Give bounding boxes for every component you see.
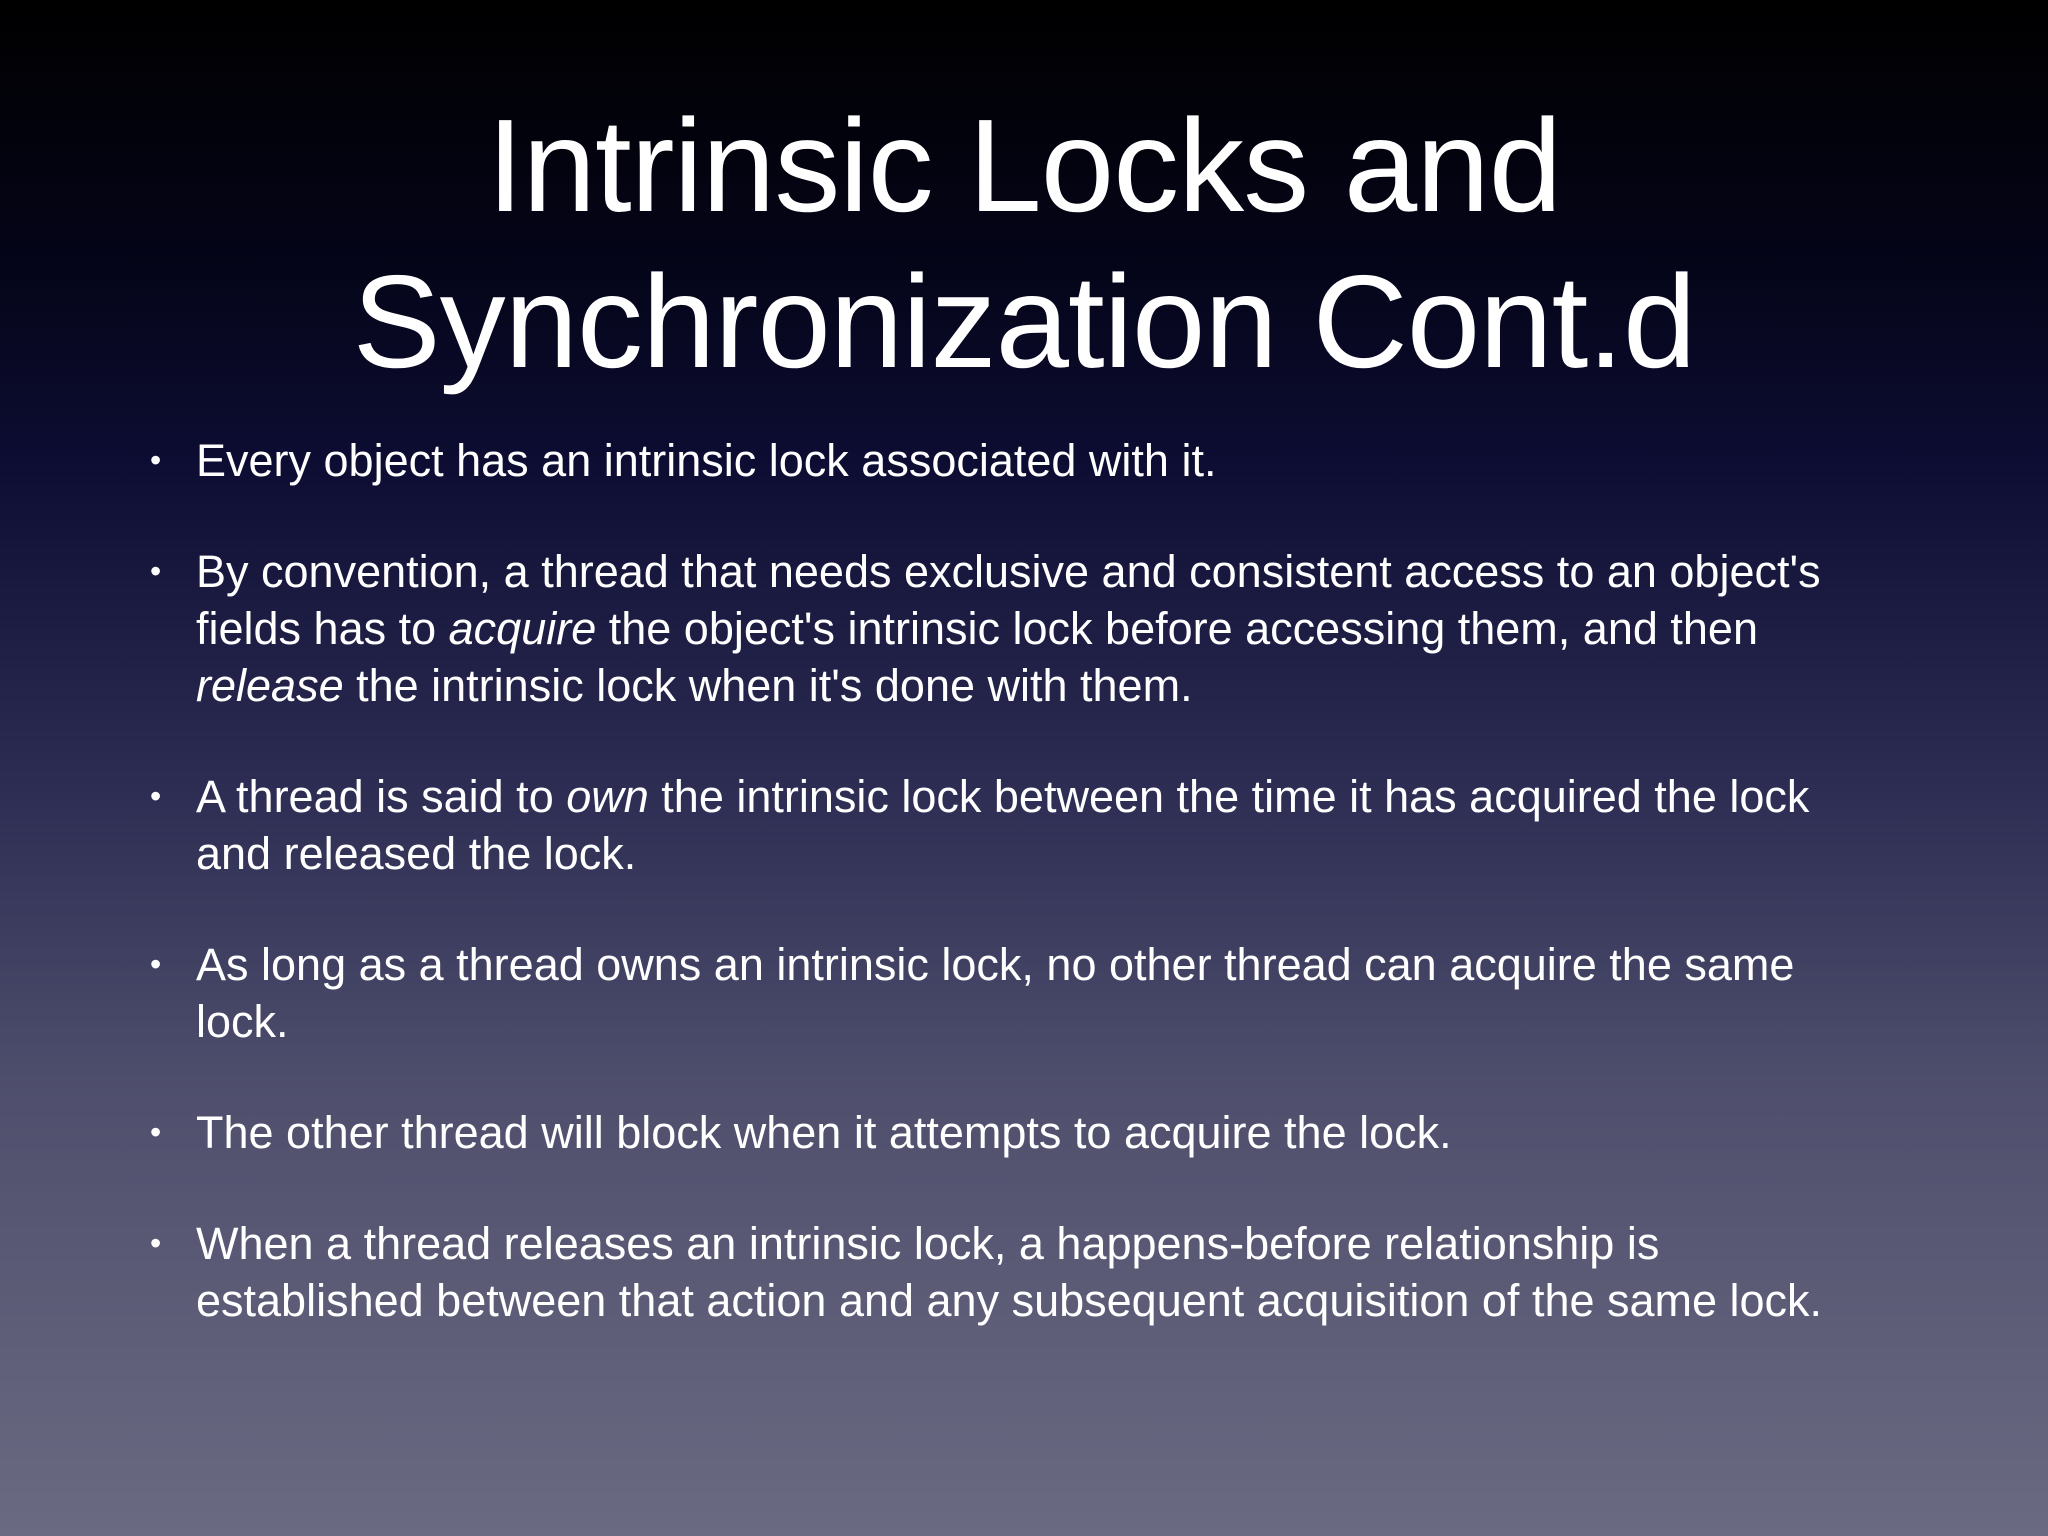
bullet-item <box>150 768 1870 882</box>
slide-title-line-2: Synchronization Cont.d <box>352 248 1696 395</box>
bullet-text: The other thread will block when it attempts to acquire the lock. <box>196 1107 1452 1158</box>
bullet-emphasis-own: own <box>566 771 649 822</box>
bullet-icon: • <box>150 1225 162 1261</box>
bullet-item <box>150 1104 1870 1161</box>
bullet-text <box>196 771 1809 879</box>
bullet-item <box>150 432 1870 489</box>
bullet-text: Every object has an intrinsic lock associated with it. <box>196 435 1217 486</box>
bullet-text <box>196 546 1821 711</box>
slide-title-line-1: Intrinsic Locks and <box>486 92 1562 239</box>
slide-title <box>0 88 2048 400</box>
bullet-item <box>150 1215 1870 1329</box>
bullet-text-segment: By convention, a thread that needs exclusive and consistent access to an object's fields has to <box>196 546 1821 654</box>
bullet-icon: • <box>150 778 162 814</box>
bullet-icon: • <box>150 442 162 478</box>
bullet-icon: • <box>150 1114 162 1150</box>
bullet-text-segment: the intrinsic lock when it's done with them. <box>343 660 1193 711</box>
bullet-text-segment: A thread is said to <box>196 771 567 822</box>
bullet-item <box>150 543 1870 714</box>
bullet-text: When a thread releases an intrinsic lock, a happens-before relationship is established between that action and any subsequent acquisition of the same lock. <box>196 1218 1823 1326</box>
bullet-emphasis-release: release <box>196 660 344 711</box>
bullet-text-segment: the intrinsic lock between the time it has acquired the lock and released the lock. <box>196 771 1810 879</box>
bullet-text: As long as a thread owns an intrinsic lock, no other thread can acquire the same lock. <box>196 939 1795 1047</box>
bullet-icon: • <box>150 946 162 982</box>
bullet-item <box>150 936 1870 1050</box>
bullet-list <box>150 432 1870 1383</box>
bullet-icon: • <box>150 553 162 589</box>
bullet-text-segment: the object's intrinsic lock before accessing them, and then <box>596 603 1758 654</box>
bullet-emphasis-acquire: acquire <box>448 603 597 654</box>
